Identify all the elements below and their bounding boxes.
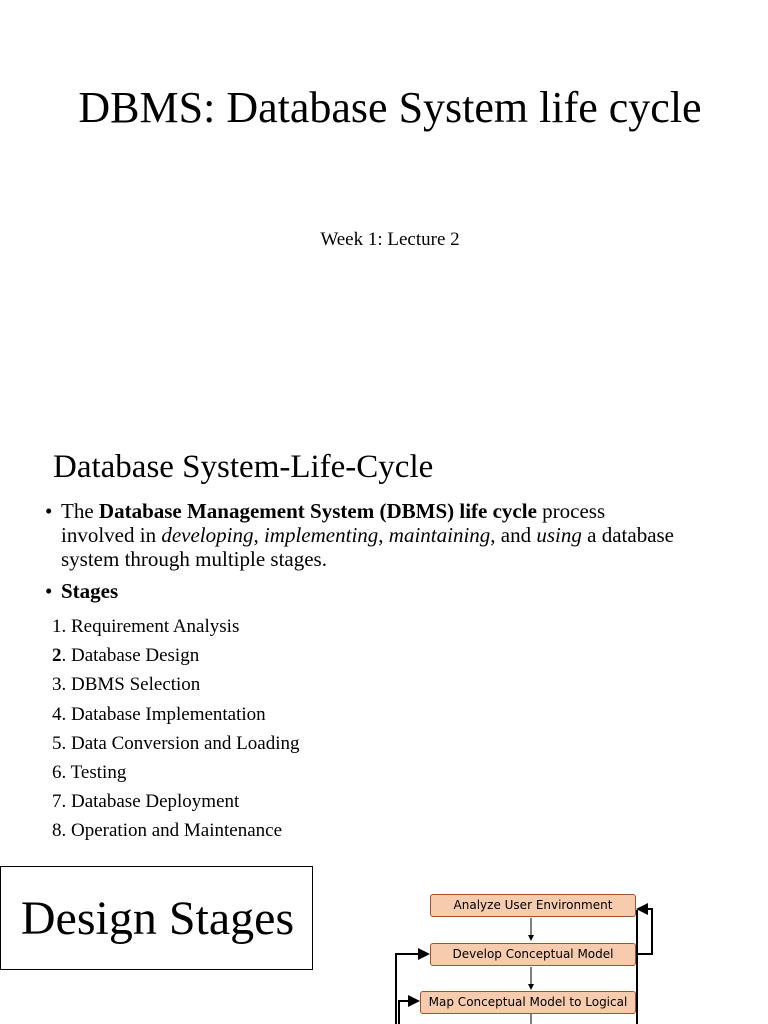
slide-subtitle: Week 1: Lecture 2 bbox=[320, 229, 460, 250]
bullet-marker: • bbox=[45, 579, 53, 603]
feedback-arrow bbox=[399, 1001, 418, 1024]
stages-heading: Stages bbox=[61, 579, 119, 603]
flow-node-map: Map Conceptual Model to Logical bbox=[420, 991, 636, 1014]
slide-title: DBMS: Database System life cycle bbox=[78, 83, 702, 132]
list-item: 4. Database Implementation bbox=[52, 703, 266, 725]
flow-node-analyze: Analyze User Environment bbox=[430, 894, 636, 917]
list-item: 5. Data Conversion and Loading bbox=[52, 732, 300, 754]
design-flowchart bbox=[380, 880, 680, 1024]
list-item: 3. DBMS Selection bbox=[52, 674, 201, 696]
list-item: 1. Requirement Analysis bbox=[52, 616, 240, 637]
list-item: 7. Database Deployment bbox=[52, 791, 240, 813]
bullet-marker: • bbox=[45, 499, 53, 523]
list-item: 2. Database Design bbox=[52, 645, 200, 667]
stages-list bbox=[52, 614, 299, 848]
section-heading: Database System-Life-Cycle bbox=[53, 449, 434, 485]
flow-node-conceptual: Develop Conceptual Model bbox=[430, 943, 636, 966]
list-item: 8. Operation and Maintenance bbox=[52, 820, 283, 842]
design-stages-title: Design Stages bbox=[20, 892, 295, 945]
list-item: 6. Testing bbox=[52, 761, 127, 783]
intro-text: The Database Management System (DBMS) life cycle process involved in developing, implementing, maintaining, and using a database system through multiple stages. bbox=[61, 499, 675, 571]
feedback-arrow bbox=[636, 909, 652, 954]
design-stages-title-box bbox=[0, 866, 313, 970]
